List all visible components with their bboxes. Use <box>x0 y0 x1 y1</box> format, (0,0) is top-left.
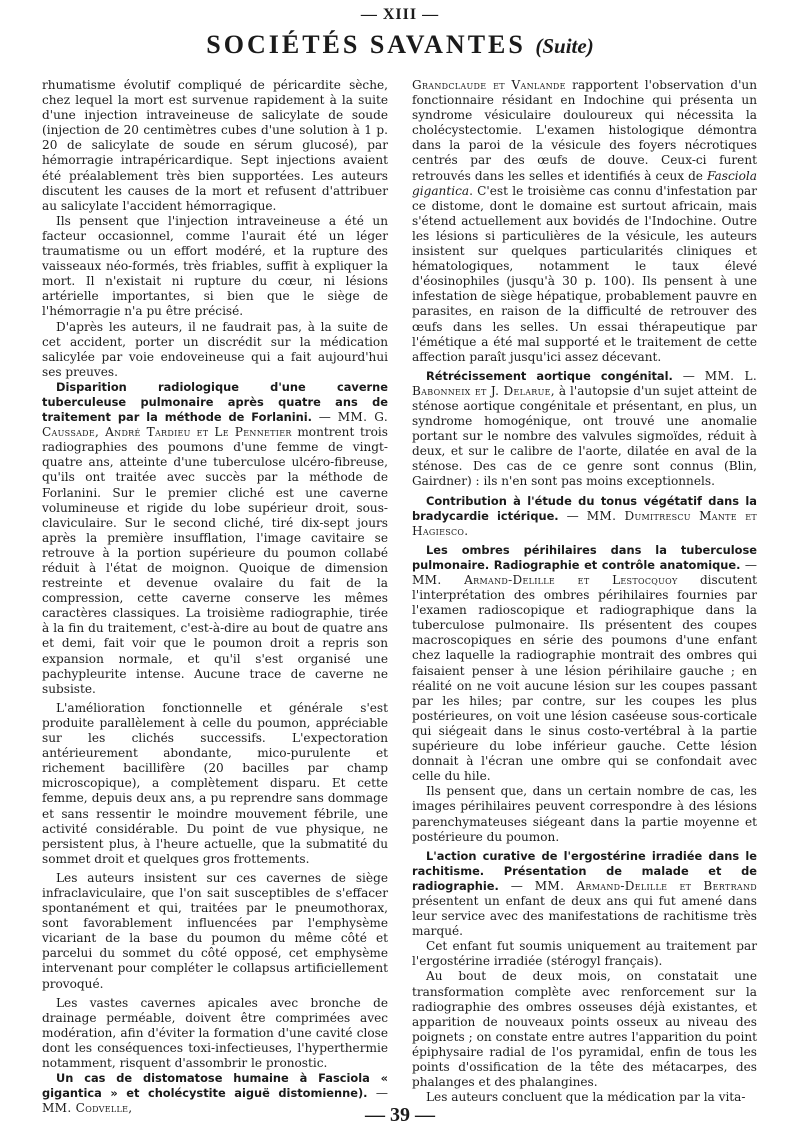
article-entry <box>412 78 757 365</box>
article-text: présentent un enfant de deux ans qui fut amené dans leur service avec des manifestations de rachitisme très marqué. <box>412 893 757 939</box>
paragraph: L'amélioration fonctionnelle et générale s'est produite parallèlement à celle du poumon, appréciable sur les clichés successifs. L'expectoration antérieurement abondante, mico-purulente et richement bacillifère (20 bacilles par champ microscopique), a complètement disparu. Et cette femme, depuis deux ans, a pu reprendre sans dommage et sans ressentir le moindre mouvement fébrile, une activité considérable. Du point de vue physique, ne persistent plus, à l'heure actuelle, que la submatité du sommet droit et quelques gros frottements. <box>42 700 388 866</box>
article-authors: MM. Codvelle, <box>42 1101 133 1116</box>
paragraph: Les auteurs insistent sur ces cavernes de siège infraclaviculaire, que l'on sait susceptibles de s'effacer spontanément et qui, traitées par le pneumothorax, sont favorablement influencées par l'emphysème vicariant de la base du poumon du même côté et parcelui du sommet du côté opposé, cet emphysème intervenant pour compléter le collapsus artificiellement provoqué. <box>42 870 388 991</box>
article-entry: Un cas de distomatose humaine à Fasciola « gigantica » et cholécystite aiguë distomienne). — MM. Codvelle, <box>42 1071 388 1116</box>
paragraph: Ils pensent que, dans un certain nombre de cas, les images périhilaires peuvent correspondre à des lésions parenchymateuses siégeant dans la partie moyenne et postérieure du poumon. <box>412 784 757 844</box>
folio-roman: — XIII — <box>360 6 440 23</box>
section-title-text: SOCIÉTÉS SAVANTES <box>206 30 526 59</box>
article-authors: Grandclaude et Vanlande <box>412 78 566 92</box>
article-entry: Les ombres périhilaires dans la tuberculose pulmonaire. Radiographie et contrôle anatomique. — MM. Armand-Delille et Lestocquoy discutent l'interprétation des ombres périhilaires fournies par l'examen radioscopique et radiographique dans la tuberculose pulmonaire. Ils présentent des coupes macroscopiques en série des poumons d'une enfant chez laquelle la radiographie montrait des ombres qui faisaient penser à une lésion périhilaire gauche ; en réalité on ne voit aucune lésion sur les coupes passant par les hiles; par contre, sur les coupes les plus postérieures, on voit une lésion caséeuse sous-corticale qui siégeait dans le sinus costo-vertébral à la partie supérieure du lobe inférieur gauche. Cette lésion donnait à l'écran une ombre qui se confondait avec celle du hile. <box>412 542 757 784</box>
article-text: rapportent l'observation d'un fonctionnaire résidant en Indochine qui présenta un syndrome vésiculaire douloureux qui nécessita la cholécystectomie. L'examen histologique démontra dans la paroi de la vésicule des foyers nécrotiques centrés par des œufs de douve. Ceux-ci furent retrouvés dans les selles et identifiés à ceux de <box>412 78 757 183</box>
paragraph: Au bout de deux mois, on constatait une transformation complète avec renforcement sur la radiographie des ombres osseuses déjà existantes, et apparition de nouveaux points osseux au niveau des poignets ; on constate entre autres l'apparition du point épiphysaire radial de l'os pyramidal, enfin de tous les points d'ossification de la tête des métacarpes, des phalanges et des phalangines. <box>412 969 757 1090</box>
article-title: Les ombres périhilaires dans la tuberculose pulmonaire. Radiographie et contrôle anatomique. <box>412 542 757 572</box>
article-title: Rétrécissement aortique congénital. <box>426 368 673 383</box>
article-entry: L'action curative de l'ergostérine irradiée dans le rachitisme. Présentation de malade et de radiographie. — MM. Armand-Delille et Bertrand présentent un enfant de deux ans qui fut amené dans leur service avec des manifestations de rachitisme très marqué. <box>412 848 757 939</box>
article-authors: MM. G. Caussade, André Tardieu et Le Pennetier <box>42 410 388 440</box>
article-title: Un cas de distomatose humaine à Fasciola « gigantica » et cholécystite aiguë distomienne). <box>42 1071 388 1101</box>
article-authors: MM. L. Babonneix et J. Delarue, <box>412 368 757 398</box>
paragraph: Cet enfant fut soumis uniquement au traitement par l'ergostérine irradiée (stérogyl français). <box>412 939 757 969</box>
paragraph: Les vastes cavernes apicales avec bronche de drainage perméable, doivent être comprimées avec modération, afin d'éviter la formation d'une cavité close dont les conséquences toxi-infectieuses, l'hyperthermie notamment, risquent d'assombrir le pronostic. <box>42 995 388 1070</box>
species-name: Fasciola gigantica <box>412 168 757 198</box>
paragraph: rhumatisme évolutif compliqué de péricardite sèche, chez lequel la mort est survenue rapidement à la suite d'une injection intraveineuse de salicylate de soude (injection de 20 centimètres cubes d'une solution à 1 p. 20 de salicylate de soude en sérum glucosé), par hémorragie intrapéricardique. Sept injections avaient été préalablement très bien supportées. Les auteurs discutent les causes de la mort et refusent d'attribuer au salicylate l'accident hémorragique. <box>42 78 388 213</box>
section-title-suffix: (Suite) <box>535 34 594 58</box>
article-authors: MM. Dumitrescu Mante et Hagiesco. <box>412 508 757 538</box>
article-authors: MM. Armand-Delille et Bertrand <box>534 878 757 893</box>
article-authors: MM. Armand-Delille et Lestocquoy <box>412 573 678 587</box>
article-text: . C'est le troisième cas connu d'infestation par ce distome, dont le domaine est surtout africain, mais s'étend actuellement aux bovidés de l'Indochine. Outre les lésions si particulières de la vésicule, les auteurs insistent sur quelques particularités cliniques et hématologiques, notamment le taux élevé d'éosinophiles (jusqu'à 30 p. 100). Ils pensent à une infestation de siège hépatique, probablement pauvre en parasites, en raison de la difficulté de retrouver des œufs dans les selles. Un essai thérapeutique par l'émétique a été mal supporté et le traitement de cette affection paraît jusqu'ici assez décevant. <box>412 183 757 364</box>
section-title <box>0 30 800 60</box>
article-title: Disparition radiologique d'une caverne tuberculeuse pulmonaire après quatre ans de traitement par la méthode de Forlanini. <box>42 379 388 425</box>
article-text: montrent trois radiographies des poumons d'une femme de vingt-quatre ans, atteinte d'une tuberculose ulcéro-fibreuse, qu'ils ont traitée avec succès par la méthode de Forlanini. Sur le premier cliché est une caverne volumineuse et rigide du lobe supérieur droit, sous-claviculaire. Sur le second cliché, tiré dix-sept jours après la première insufflation, l'image cavitaire se retrouve à la portion supérieure du poumon collabé réduit à l'état de moignon. Quoique de dimension restreinte et devenue ovalaire du fait de la compression, cette caverne conserve les mêmes caractères classiques. La troisième radiographie, tirée à la fin du traitement, c'est-à-dire au bout de quatre ans et demi, fait voir que le poumon droit a repris son expansion normale, et qu'il s'est organisé une pachypleurite intense. Aucune trace de caverne ne subsiste. <box>42 425 388 696</box>
right-column <box>412 78 757 1105</box>
article-text: à l'autopsie d'un sujet atteint de sténose aortique congénitale et présentant, en plus, un syndrome homogénique, ont trouvé une anomalie portant sur le nombre des valvules sigmoïdes, réduit à deux, et sur le calibre de l'aorte, dilatée en aval de la sténose. Des cas de ce genre sont connus (Blin, Gairdner) : ils n'en sont pas moins exceptionnels. <box>412 383 757 489</box>
left-column <box>42 78 388 1116</box>
article-title: L'action curative de l'ergostérine irradiée dans le rachitisme. Présentation de malade et de radiographie. <box>412 848 757 893</box>
page-number: — 39 — <box>365 1104 435 1126</box>
paragraph: Les auteurs concluent que la médication par la vita- <box>426 1090 746 1105</box>
article-entry: Rétrécissement aortique congénital. — MM. L. Babonneix et J. Delarue, à l'autopsie d'un sujet atteint de sténose aortique congénitale et présentant, en plus, un syndrome homogénique, ont trouvé une anomalie portant sur le nombre des valvules sigmoïdes, réduit à deux, et sur le calibre de l'aorte, dilatée en aval de la sténose. Des cas de ce genre sont connus (Blin, Gairdner) : ils n'en sont pas moins exceptionnels. <box>412 368 757 489</box>
article-entry: Disparition radiologique d'une caverne tuberculeuse pulmonaire après quatre ans de traitement par la méthode de Forlanini. — MM. G. Caussade, André Tardieu et Le Pennetier montrent trois radiographies des poumons d'une femme de vingt-quatre ans, atteinte d'une tuberculose ulcéro-fibreuse, qu'ils ont traitée avec succès par la méthode de Forlanini. Sur le premier cliché est une caverne volumineuse et rigide du lobe supérieur droit, sous-claviculaire. Sur le second cliché, tiré dix-sept jours après la première insufflation, l'image cavitaire se retrouve à la portion supérieure du poumon collabé réduit à l'état de moignon. Quoique de dimension restreinte et devenue ovalaire du fait de la compression, cette caverne conserve les mêmes caractères classiques. La troisième radiographie, tirée à la fin du traitement, c'est-à-dire au bout de quatre ans et demi, fait voir que le poumon droit a repris son expansion normale, et qu'il s'est organisé une pachypleurite intense. Aucune trace de caverne ne subsiste. <box>42 379 388 696</box>
article-entry: Contribution à l'étude du tonus végétatif dans la bradycardie ictérique. — MM. Dumitrescu Mante et Hagiesco. <box>412 493 757 538</box>
paragraph: D'après les auteurs, il ne faudrait pas, à la suite de cet accident, porter un discrédit sur la médication salicylée par voie endoveineuse qui a fait aujourd'hui ses preuves. <box>42 319 388 379</box>
article-title: Contribution à l'étude du tonus végétatif dans la bradycardie ictérique. <box>412 493 757 523</box>
article-text: discutent l'interprétation des ombres périhilaires fournies par l'examen radioscopique et radiographique dans la tuberculose pulmonaire. Ils présentent des coupes macroscopiques en série des poumons d'une enfant chez laquelle la radiographie montrait des ombres qui faisaient penser à une lésion périhilaire gauche ; en réalité on ne voit aucune lésion sur les coupes passant par les hiles; par contre, sur les coupes les plus postérieures, on voit une lésion caséeuse sous-corticale qui siégeait dans le sinus costo-vertébral à la partie supérieure du lobe inférieur gauche. Cette lésion donnait à l'écran une ombre qui se confondait avec celle du hile. <box>412 573 757 784</box>
paragraph: Ils pensent que l'injection intraveineuse a été un facteur occasionnel, comme l'aurait été un léger traumatisme ou un effort modéré, et la rupture des vaisseaux néo-formés, très friables, suffit à expliquer la mort. Il n'existait ni rupture du cœur, ni lésions artérielle importantes, si bien que le siège de l'hémorragie n'a pu être précisé. <box>42 213 388 319</box>
